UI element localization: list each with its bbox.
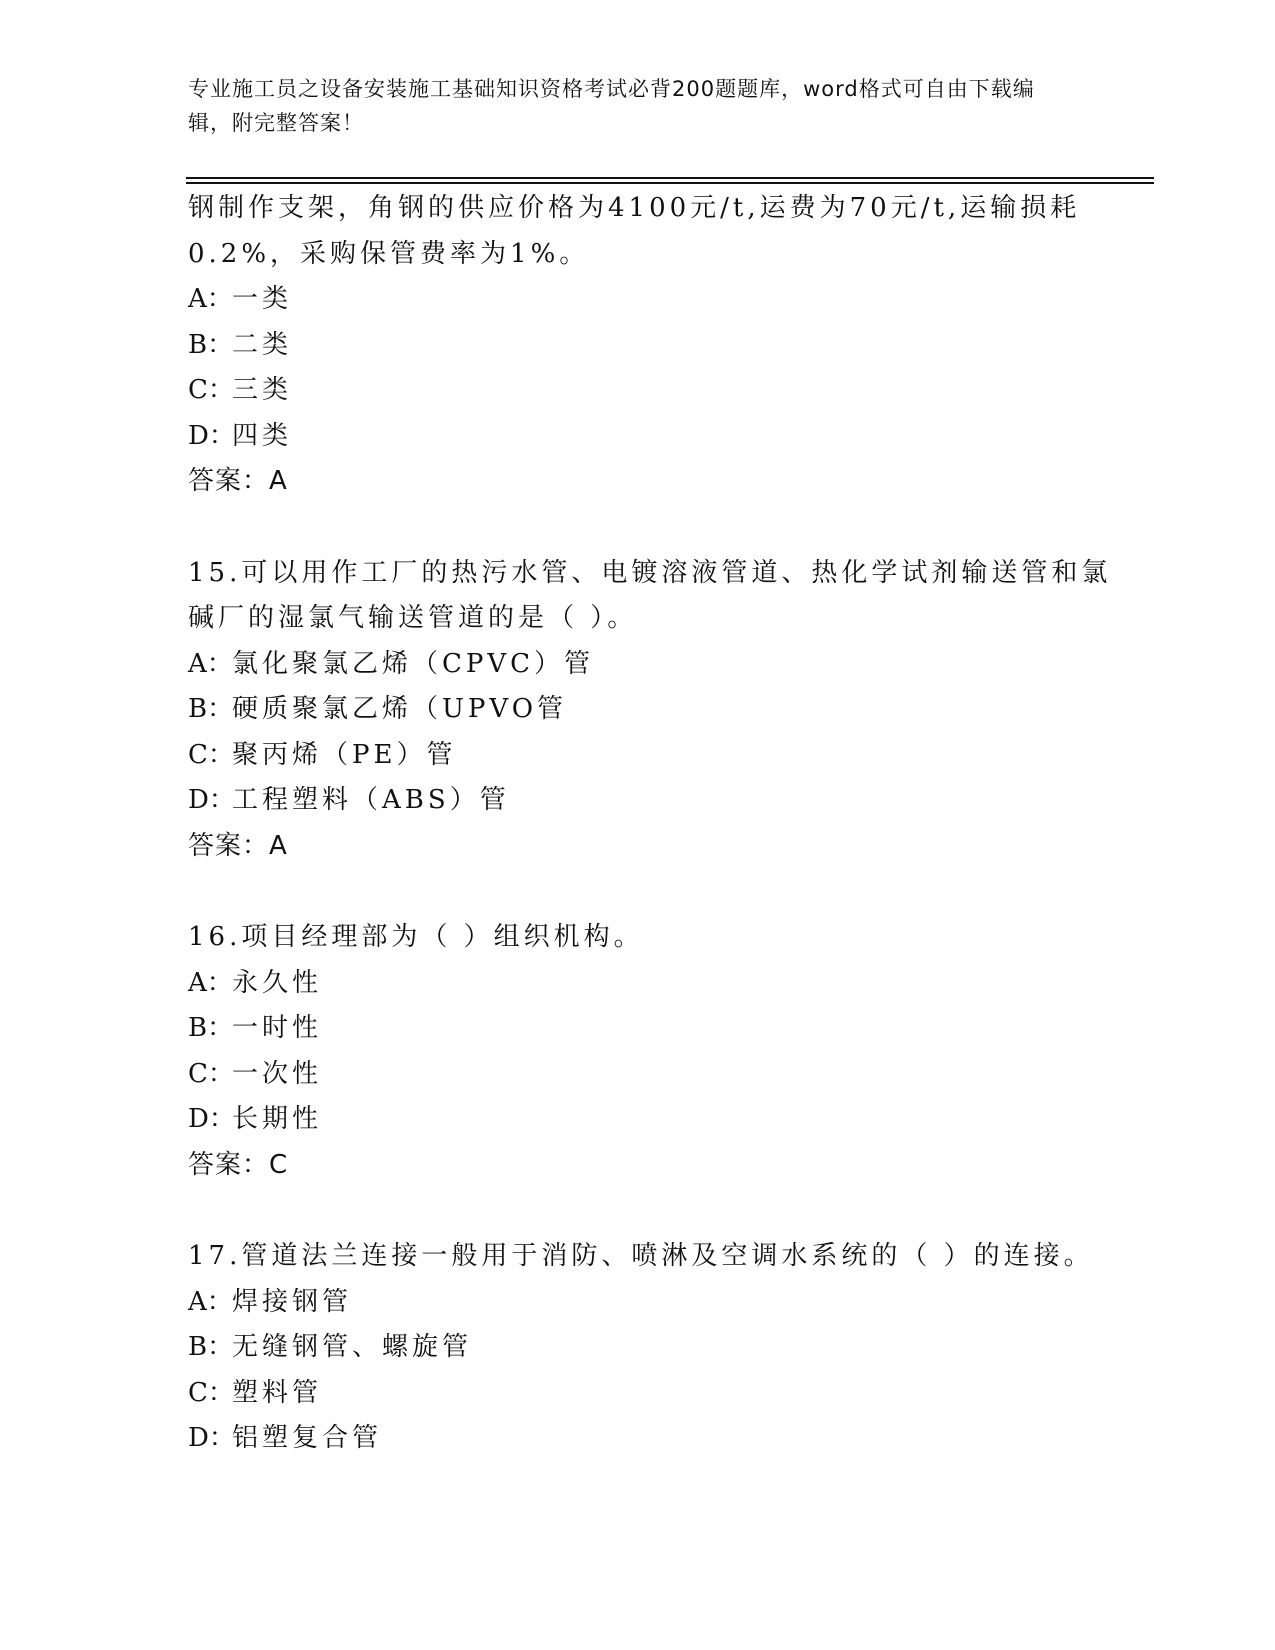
option-letter: B： <box>188 1332 234 1362</box>
option-letter: C： <box>188 1058 234 1089</box>
question-text-line: 钢制作支架，角钢的供应价格为4100元/t,运费为70元/t,运输损耗 <box>188 193 1081 223</box>
question-15-block <box>188 551 1112 870</box>
option-letter: B： <box>188 329 234 360</box>
option-a <box>188 961 1088 1007</box>
option-text: 四类 <box>232 420 293 451</box>
option-text: 氯化聚氯乙烯（CPVC）管 <box>232 648 595 679</box>
option-d <box>188 1097 1088 1143</box>
option-c <box>188 1052 1088 1098</box>
option-letter: A： <box>188 648 233 679</box>
question-text-line: 碱厂的湿氯气输送管道的是（ ）。 <box>188 603 638 633</box>
option-letter: B： <box>188 694 234 724</box>
option-text: 一次性 <box>232 1058 323 1089</box>
option-b <box>188 1325 1088 1371</box>
question-14-block <box>188 186 1088 505</box>
question-17-block <box>188 1234 1094 1462</box>
option-letter: C： <box>188 1377 234 1408</box>
option-text: 焊接钢管 <box>232 1286 353 1317</box>
option-b <box>188 687 1088 733</box>
option-text: 二类 <box>232 329 293 360</box>
option-b <box>188 323 1088 369</box>
spacer <box>188 869 1088 915</box>
option-c <box>188 1371 1088 1417</box>
option-c <box>188 733 1088 779</box>
spacer <box>188 505 1088 551</box>
option-text: 聚丙烯（PE）管 <box>232 739 457 770</box>
option-text: 永久性 <box>232 967 323 998</box>
option-text: 三类 <box>232 375 293 405</box>
option-letter: D： <box>188 1104 235 1134</box>
spacer <box>188 1188 1088 1234</box>
option-text: 无缝钢管、螺旋管 <box>232 1332 473 1362</box>
option-letter: D： <box>188 420 235 451</box>
option-letter: B： <box>188 1013 234 1043</box>
question-list <box>188 186 1112 1462</box>
option-c <box>188 368 1088 414</box>
document-header: 专业施工员之设备安装施工基础知识资格考试必背200题题库，word格式可自由下载编辑，附完整答案！ <box>188 77 1035 135</box>
option-text: 一时性 <box>232 1013 323 1043</box>
question-text-line: 0.2%，采购保管费率为1%。 <box>188 238 590 269</box>
option-b <box>188 1006 1088 1052</box>
option-text: 铝塑复合管 <box>232 1423 383 1453</box>
option-text: 工程塑料（ABS）管 <box>232 785 510 815</box>
answer-line: 答案：A <box>188 466 288 496</box>
option-letter: C： <box>188 375 234 405</box>
option-d <box>188 778 1088 824</box>
option-d <box>188 414 1088 460</box>
question-text-line: 17.管道法兰连接一般用于消防、喷淋及空调水系统的（ ）的连接。 <box>188 1241 1094 1271</box>
option-a <box>188 1280 1088 1326</box>
option-a <box>188 642 1088 688</box>
option-letter: C： <box>188 739 234 770</box>
answer-line: 答案：C <box>188 1149 289 1180</box>
question-text-line: 15.可以用作工厂的热污水管、电镀溶液管道、热化学试剂输送管和氯 <box>188 557 1112 588</box>
option-text: 一类 <box>232 284 293 314</box>
answer-line: 答案：A <box>188 830 288 861</box>
option-text: 长期性 <box>232 1104 323 1134</box>
question-text-line: 16.项目经理部为（ ）组织机构。 <box>188 922 644 952</box>
header-rule-bottom <box>186 182 1154 184</box>
header-rule-top <box>186 177 1154 179</box>
option-a <box>188 277 1088 323</box>
question-16-block <box>188 915 1088 1188</box>
option-text: 塑料管 <box>232 1377 323 1408</box>
option-d <box>188 1416 1088 1462</box>
option-letter: A： <box>188 967 233 998</box>
option-letter: A： <box>188 1286 233 1317</box>
option-letter: A： <box>188 284 233 314</box>
option-letter: D： <box>188 1423 235 1453</box>
option-letter: D： <box>188 785 235 815</box>
option-text: 硬质聚氯乙烯（UPVO管 <box>232 694 568 724</box>
